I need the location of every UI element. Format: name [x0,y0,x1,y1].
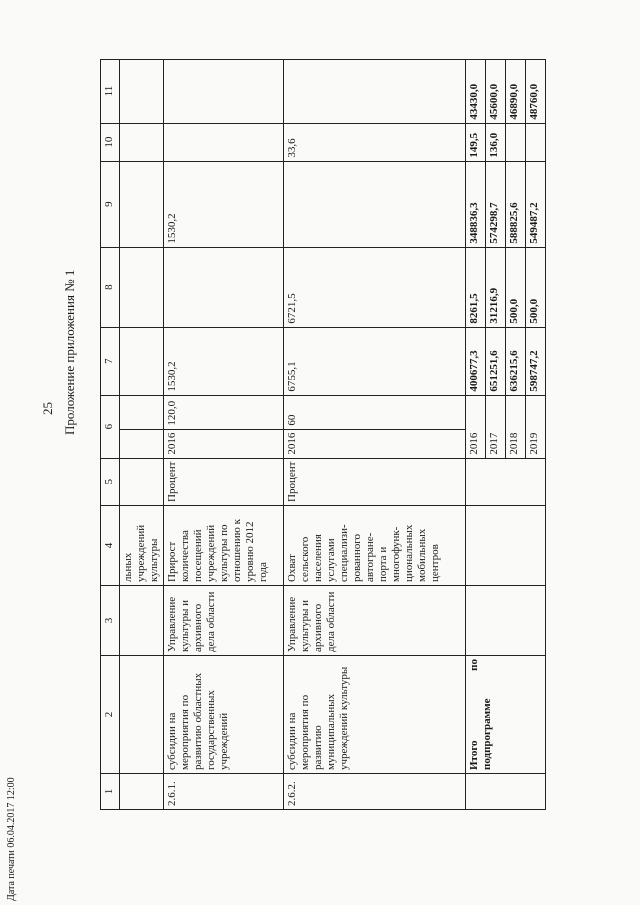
row-name: субсидии на мероприятия по развитию муниципальных учреждений культуры [284,656,466,774]
header-cell: 2 [101,656,120,774]
row-value: 120,0 [164,395,284,429]
header-row [101,59,120,809]
program-table [100,59,546,810]
total-c11: 46890,0 [506,59,526,123]
row-indicator: Прирост количества посещений учреждений культуры по отношению к уровню 2012 года [164,506,284,586]
header-cell: 5 [101,458,120,505]
total-c10: 149,5 [466,123,486,161]
header-cell: 4 [101,506,120,586]
row-unit: Процент [164,458,284,505]
header-cell: 8 [101,247,120,327]
total-row [466,59,486,809]
total-c10 [506,123,526,161]
total-year: 2017 [486,395,506,458]
header-cell: 7 [101,327,120,395]
row-indicator: Охват сельского населения услугами специализи-рованного автогранe-порта и многофунк-циональных мобильных центров [284,506,466,586]
header-cell: 11 [101,59,120,123]
appendix-title: Проложение приложения № 1 [62,269,77,435]
total-c9: 574298,7 [486,161,506,247]
total-year: 2016 [466,395,486,458]
total-c9: 348836,3 [466,161,486,247]
total-c7: 400677,3 [466,327,486,395]
row-c11 [284,59,466,123]
total-c8: 500,0 [526,247,546,327]
page-number: 25 [40,402,55,415]
row-value: 60 [284,395,466,429]
table-row [284,59,466,809]
row-c10: 33,6 [284,123,466,161]
total-c8: 8261,5 [466,247,486,327]
row-unit: Процент [284,458,466,505]
table-row [164,59,284,809]
row-year: 2016 [284,429,466,458]
row-executor: Управление культуры и архивного дела области [164,586,284,656]
row-c8: 6721,5 [284,247,466,327]
total-c7: 651251,6 [486,327,506,395]
row-year: 2016 [164,429,284,458]
header-cell: 6 [101,395,120,458]
row-c8 [164,247,284,327]
total-c9: 549487,2 [526,161,546,247]
header-cell: 3 [101,586,120,656]
row-c11 [164,59,284,123]
continuation-text: льных учреждений культуры [120,506,164,586]
total-c7: 636215,6 [506,327,526,395]
total-label: Итого по подпрограмме [466,656,546,774]
row-executor: Управление культуры и архивного дела области [284,586,466,656]
header-cell: 10 [101,123,120,161]
print-date: Дата печати 06.04.2017 12:00 [6,777,17,901]
total-c10 [526,123,546,161]
total-c8: 500,0 [506,247,526,327]
total-year: 2019 [526,395,546,458]
row-c9: 1530,2 [164,161,284,247]
total-c10: 136,0 [486,123,506,161]
total-c7: 598747,2 [526,327,546,395]
row-c7: 1530,2 [164,327,284,395]
total-c11: 48760,0 [526,59,546,123]
total-year: 2018 [506,395,526,458]
header-cell: 1 [101,774,120,810]
row-c9 [284,161,466,247]
total-c9: 588825,6 [506,161,526,247]
row-c10 [164,123,284,161]
total-c11: 43430,0 [466,59,486,123]
row-number: 2.6.1. [164,774,284,810]
continuation-row [120,59,164,809]
total-c11: 45600,0 [486,59,506,123]
row-c7: 6755,1 [284,327,466,395]
row-number: 2.6.2. [284,774,466,810]
row-name: субсидии на мероприятия по развитию областных государственных учреждений [164,656,284,774]
header-cell: 9 [101,161,120,247]
total-c8: 31216,9 [486,247,506,327]
